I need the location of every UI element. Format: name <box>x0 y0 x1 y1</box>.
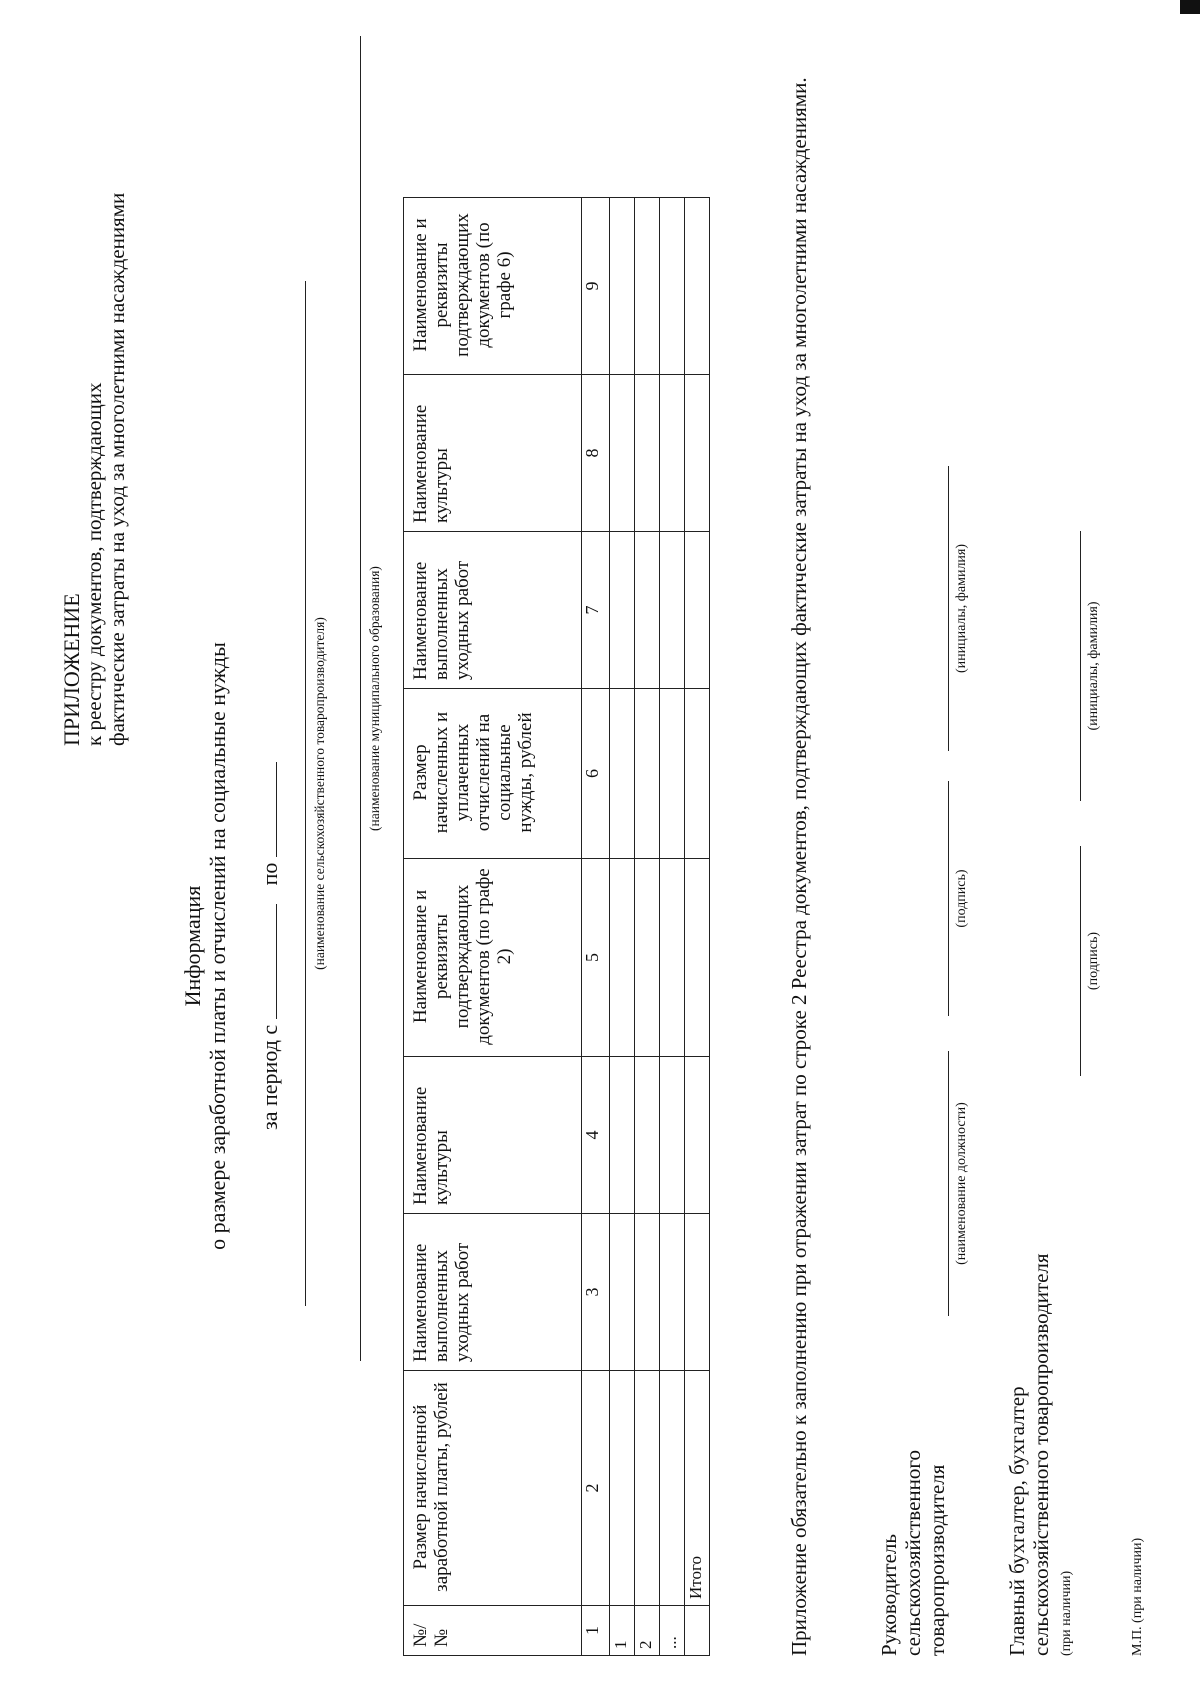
table-cell[interactable] <box>610 689 635 859</box>
table-cell[interactable] <box>685 532 710 689</box>
table-cell[interactable] <box>610 1057 635 1214</box>
column-number: 4 <box>582 1057 610 1214</box>
head-position-caption: (наименование должности) <box>954 1102 969 1265</box>
table-cell[interactable] <box>685 1057 710 1214</box>
producer-name-field[interactable] <box>305 281 306 1306</box>
row-number-cell <box>685 1606 710 1656</box>
appendix-heading <box>60 46 129 746</box>
accountant-label-line-2: сельскохозяйственного товаропроизводителя <box>1029 1253 1053 1656</box>
stamp-placeholder: М.П. (при наличии) <box>1130 1537 1145 1656</box>
appendix-line-1: к реестру документов, подтверждающих <box>82 382 106 746</box>
accountant-name-field[interactable] <box>1080 531 1081 801</box>
head-signature-label <box>877 1336 949 1656</box>
appendix-line-2: фактические затраты на уход за многолетними насаждениями <box>105 192 129 746</box>
table-cell[interactable] <box>660 532 685 689</box>
table-cell[interactable] <box>610 1371 635 1606</box>
table-cell[interactable] <box>660 198 685 375</box>
table-cell[interactable] <box>635 1371 660 1606</box>
table-cell[interactable] <box>660 1057 685 1214</box>
accountant-signature-field[interactable] <box>1080 846 1081 1076</box>
period-line <box>254 496 283 1396</box>
row-number-cell: 2 <box>635 1606 660 1656</box>
table-cell[interactable] <box>635 859 660 1057</box>
header-cell: Наименование культуры <box>404 375 582 532</box>
municipality-field[interactable] <box>360 36 361 1361</box>
table-row <box>635 198 660 1656</box>
table-cell[interactable] <box>660 375 685 532</box>
table-cell[interactable] <box>660 689 685 859</box>
column-number: 1 <box>582 1606 610 1656</box>
table-header-row <box>404 198 582 1656</box>
table-cell[interactable] <box>685 689 710 859</box>
municipality-caption: (наименование муниципального образования) <box>367 566 382 831</box>
document-subtitle: о размере заработной платы и отчислений на социальные нужды <box>205 642 230 1250</box>
header-cell: Наименование выполненных уходных работ <box>404 532 582 689</box>
table-cell[interactable] <box>610 532 635 689</box>
period-to-label: по <box>257 862 282 886</box>
table-cell[interactable] <box>610 859 635 1057</box>
period-from-field[interactable] <box>254 904 277 1019</box>
head-name-caption: (инициалы, фамилия) <box>954 543 969 674</box>
table-cell[interactable] <box>685 198 710 375</box>
accountant-label-line-1: Главный бухгалтер, бухгалтер <box>1005 1386 1029 1656</box>
accountant-label-line-3: (при наличии) <box>1059 1570 1074 1656</box>
table-cell[interactable] <box>610 1214 635 1371</box>
header-cell: Наименование и реквизиты подтверждающих документов (по графе 2) <box>404 859 582 1057</box>
head-signature-caption: (подпись) <box>954 869 969 928</box>
table-cell[interactable] <box>660 859 685 1057</box>
column-number: 9 <box>582 198 610 375</box>
column-number: 5 <box>582 859 610 1057</box>
period-to-field[interactable] <box>254 762 277 857</box>
column-number: 7 <box>582 532 610 689</box>
header-cell: Размер начисленной заработной платы, рублей <box>404 1371 582 1606</box>
table-cell[interactable] <box>635 689 660 859</box>
table-row <box>610 198 635 1656</box>
header-cell: Наименование выполненных уходных работ <box>404 1214 582 1371</box>
header-cell: Размер начисленных и уплаченных отчислений на социальные нужды, рублей <box>404 689 582 859</box>
table-cell[interactable] <box>635 1214 660 1371</box>
document-title-block <box>180 496 230 1396</box>
document-title: Информация <box>180 885 205 1007</box>
total-label-cell: Итого <box>685 1371 710 1606</box>
header-cell: №/ № <box>404 1606 582 1656</box>
table-cell[interactable] <box>635 532 660 689</box>
appendix-note: Приложение обязательно к заполнению при отражении затрат по строке 2 Реестра документов, подтверждающих фактические затраты на уход за многолетними насаждениями. <box>787 77 811 1656</box>
column-number: 8 <box>582 375 610 532</box>
table-cell[interactable] <box>610 198 635 375</box>
head-position-field[interactable] <box>948 1051 949 1316</box>
accountant-name-caption: (инициалы, фамилия) <box>1086 601 1101 731</box>
table-cell[interactable] <box>685 859 710 1057</box>
column-number: 2 <box>582 1371 610 1606</box>
header-cell: Наименование культуры <box>404 1057 582 1214</box>
table-cell[interactable] <box>635 198 660 375</box>
table-cell[interactable] <box>660 1371 685 1606</box>
appendix-title: ПРИЛОЖЕНИЕ <box>59 593 84 746</box>
head-label-line-2: сельскохозяйственного <box>901 1450 925 1656</box>
period-from-label: за период с <box>257 1024 282 1130</box>
table-cell[interactable] <box>660 1214 685 1371</box>
column-number-row <box>582 198 610 1656</box>
head-label-line-1: Руководитель <box>877 1534 901 1656</box>
table-total-row <box>685 198 710 1656</box>
data-table <box>403 197 710 1656</box>
accountant-signature-caption: (подпись) <box>1086 931 1101 991</box>
table-cell[interactable] <box>610 375 635 532</box>
table-cell[interactable] <box>635 1057 660 1214</box>
column-number: 3 <box>582 1214 610 1371</box>
head-signature-field[interactable] <box>948 781 949 1016</box>
row-number-cell: ... <box>660 1606 685 1656</box>
table-cell[interactable] <box>685 375 710 532</box>
header-cell: Наименование и реквизиты подтверждающих документов (по графе 6) <box>404 198 582 375</box>
column-number: 6 <box>582 689 610 859</box>
table-cell[interactable] <box>635 375 660 532</box>
head-label-line-3: товаропроизводителя <box>925 1464 949 1656</box>
head-name-field[interactable] <box>948 466 949 751</box>
accountant-signature-label <box>1005 1096 1079 1656</box>
row-number-cell: 1 <box>610 1606 635 1656</box>
table-cell[interactable] <box>685 1214 710 1371</box>
table-row <box>660 198 685 1656</box>
producer-caption: (наименование сельскохозяйственного товаропроизводителя) <box>312 617 327 970</box>
